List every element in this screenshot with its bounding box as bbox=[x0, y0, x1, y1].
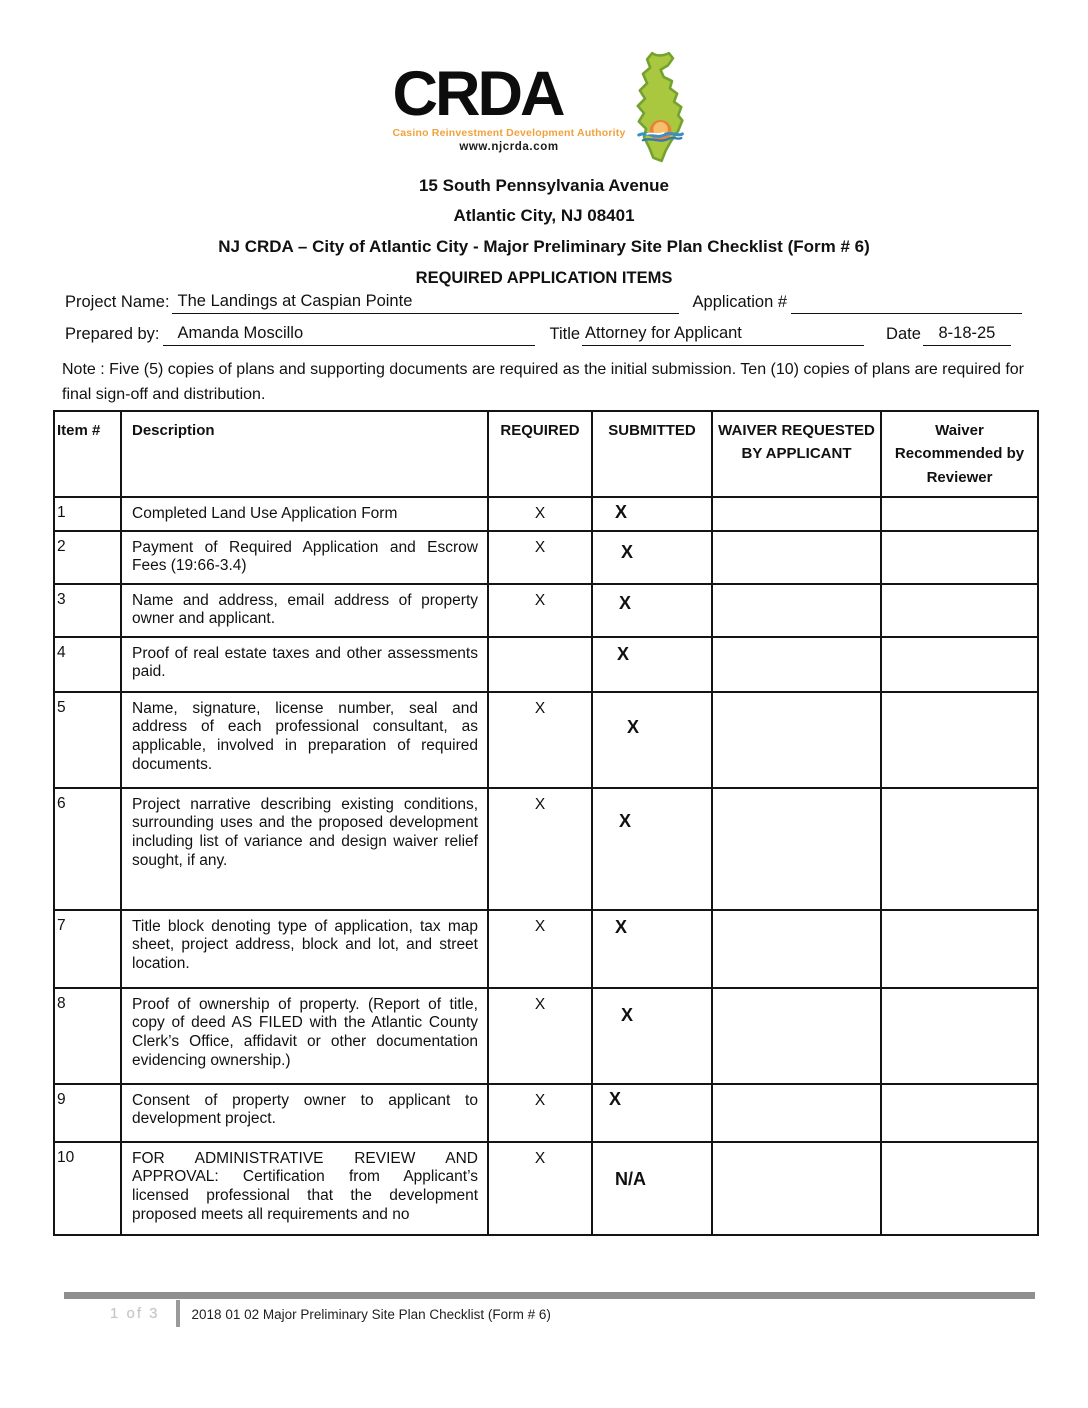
item-cell: 8 bbox=[54, 988, 121, 1084]
crda-acronym: CRDA bbox=[392, 59, 563, 129]
waiver-recommended-cell bbox=[881, 988, 1038, 1084]
waiver-requested-cell bbox=[712, 531, 881, 584]
col-header-submitted: SUBMITTED bbox=[592, 411, 712, 497]
date-label: Date bbox=[886, 325, 921, 343]
item-cell: 9 bbox=[54, 1084, 121, 1142]
waiver-requested-cell bbox=[712, 692, 881, 788]
section-title: REQUIRED APPLICATION ITEMS bbox=[415, 269, 673, 287]
required-cell: X bbox=[488, 910, 592, 988]
title-label: Title bbox=[549, 325, 581, 343]
page-number: 1 of 3 bbox=[110, 1305, 160, 1322]
item-cell: 7 bbox=[54, 910, 121, 988]
required-cell: X bbox=[488, 584, 592, 637]
submitted-cell: X bbox=[592, 788, 712, 910]
form-title: NJ CRDA – City of Atlantic City - Major Preliminary Site Plan Checklist (Form # 6) bbox=[218, 237, 870, 256]
description-cell: Name and address, email address of property owner and applicant. bbox=[121, 584, 488, 637]
checklist-table bbox=[53, 410, 1039, 1236]
col-header-waiver-requested: WAIVER REQUESTED BY APPLICANT bbox=[712, 411, 881, 497]
new-jersey-state-icon bbox=[622, 50, 696, 164]
waiver-requested-cell bbox=[712, 497, 881, 531]
item-cell: 10 bbox=[54, 1142, 121, 1235]
item-cell: 4 bbox=[54, 637, 121, 692]
footer bbox=[64, 1300, 551, 1327]
table-row bbox=[54, 1142, 1038, 1235]
description-cell: Proof of ownership of property. (Report of title, copy of deed AS FILED with the Atlantic County Clerk’s Office, affidavit or other documentation evidencing ownership.) bbox=[121, 988, 488, 1084]
footer-divider bbox=[176, 1300, 180, 1327]
submitted-cell: X bbox=[592, 1084, 712, 1142]
note-text: Note : Five (5) copies of plans and supporting documents are required as the initial submission. Ten (10) copies of plans are required for final sign-off and distribution. bbox=[62, 361, 1024, 403]
waiver-requested-cell bbox=[712, 988, 881, 1084]
description-cell: Title block denoting type of application, tax map sheet, project address, block and lot, and street location. bbox=[121, 910, 488, 988]
waiver-recommended-cell bbox=[881, 497, 1038, 531]
waiver-requested-cell bbox=[712, 910, 881, 988]
prepared-by-label: Prepared by: bbox=[65, 325, 160, 343]
item-cell: 6 bbox=[54, 788, 121, 910]
required-cell: X bbox=[488, 1142, 592, 1235]
required-cell bbox=[488, 637, 592, 692]
title-value: Attorney for Applicant bbox=[582, 324, 864, 346]
table-row bbox=[54, 910, 1038, 988]
crda-logo bbox=[392, 50, 695, 164]
application-number-value bbox=[791, 311, 1022, 314]
address-line-2: Atlantic City, NJ 08401 bbox=[453, 206, 635, 225]
item-cell: 2 bbox=[54, 531, 121, 584]
submitted-cell: X bbox=[592, 584, 712, 637]
waiver-requested-cell bbox=[712, 788, 881, 910]
waiver-recommended-cell bbox=[881, 584, 1038, 637]
description-cell: Name, signature, license number, seal and address of each professional consultant, as applicable, involved in preparation of required documents. bbox=[121, 692, 488, 788]
description-cell: Payment of Required Application and Escrow Fees (19:66-3.4) bbox=[121, 531, 488, 584]
table-row bbox=[54, 497, 1038, 531]
col-header-item: Item # bbox=[54, 411, 121, 497]
waiver-recommended-cell bbox=[881, 531, 1038, 584]
waiver-recommended-cell bbox=[881, 637, 1038, 692]
table-row bbox=[54, 531, 1038, 584]
application-number-label: Application # bbox=[692, 293, 788, 311]
waiver-requested-cell bbox=[712, 1142, 881, 1235]
waiver-requested-cell bbox=[712, 584, 881, 637]
submitted-cell: N/A bbox=[592, 1142, 712, 1235]
required-cell: X bbox=[488, 988, 592, 1084]
footer-text: 2018 01 02 Major Preliminary Site Plan Checklist (Form # 6) bbox=[191, 1307, 551, 1322]
submitted-cell: X bbox=[592, 692, 712, 788]
required-cell: X bbox=[488, 1084, 592, 1142]
required-cell: X bbox=[488, 497, 592, 531]
waiver-requested-cell bbox=[712, 1084, 881, 1142]
table-row bbox=[54, 584, 1038, 637]
submitted-cell: X bbox=[592, 531, 712, 584]
waiver-requested-cell bbox=[712, 637, 881, 692]
col-header-waiver-recommended: Waiver Recommended by Reviewer bbox=[881, 411, 1038, 497]
waiver-recommended-cell bbox=[881, 1084, 1038, 1142]
required-cell: X bbox=[488, 531, 592, 584]
submitted-cell: X bbox=[592, 637, 712, 692]
description-cell: FOR ADMINISTRATIVE REVIEW AND APPROVAL: Certification from Applicant’s licensed professional that the development proposed meets all requirements and no bbox=[121, 1142, 488, 1235]
submitted-cell: X bbox=[592, 497, 712, 531]
item-cell: 3 bbox=[54, 584, 121, 637]
waiver-recommended-cell bbox=[881, 692, 1038, 788]
required-cell: X bbox=[488, 692, 592, 788]
table-row bbox=[54, 788, 1038, 910]
required-cell: X bbox=[488, 788, 592, 910]
crda-logo-text bbox=[392, 59, 626, 153]
table-row bbox=[54, 692, 1038, 788]
crda-tagline: Casino Reinvestment Development Authority bbox=[392, 126, 626, 139]
project-name-value: The Landings at Caspian Pointe bbox=[172, 292, 679, 314]
waiver-recommended-cell bbox=[881, 788, 1038, 910]
description-cell: Proof of real estate taxes and other assessments paid. bbox=[121, 637, 488, 692]
table-row bbox=[54, 988, 1038, 1084]
item-cell: 1 bbox=[54, 497, 121, 531]
col-header-description: Description bbox=[121, 411, 488, 497]
crda-website: www.njcrda.com bbox=[459, 140, 559, 153]
description-cell: Project narrative describing existing conditions, surrounding uses and the proposed development including list of variance and design waiver relief sought, if any. bbox=[121, 788, 488, 910]
col-header-required: REQUIRED bbox=[488, 411, 592, 497]
prepared-by-value: Amanda Moscillo bbox=[163, 324, 535, 346]
project-name-row bbox=[65, 292, 1022, 314]
footer-rule bbox=[64, 1292, 1035, 1299]
table-row bbox=[54, 1084, 1038, 1142]
submitted-cell: X bbox=[592, 988, 712, 1084]
project-name-label: Project Name: bbox=[65, 293, 170, 311]
date-value: 8-18-25 bbox=[923, 324, 1011, 346]
prepared-by-row bbox=[65, 324, 1022, 346]
table-row bbox=[54, 637, 1038, 692]
waiver-recommended-cell bbox=[881, 1142, 1038, 1235]
table-header-row bbox=[54, 411, 1038, 497]
waiver-recommended-cell bbox=[881, 910, 1038, 988]
address-line-1: 15 South Pennsylvania Avenue bbox=[418, 176, 670, 195]
item-cell: 5 bbox=[54, 692, 121, 788]
description-cell: Consent of property owner to applicant to development project. bbox=[121, 1084, 488, 1142]
description-cell: Completed Land Use Application Form bbox=[121, 497, 488, 531]
submitted-cell: X bbox=[592, 910, 712, 988]
